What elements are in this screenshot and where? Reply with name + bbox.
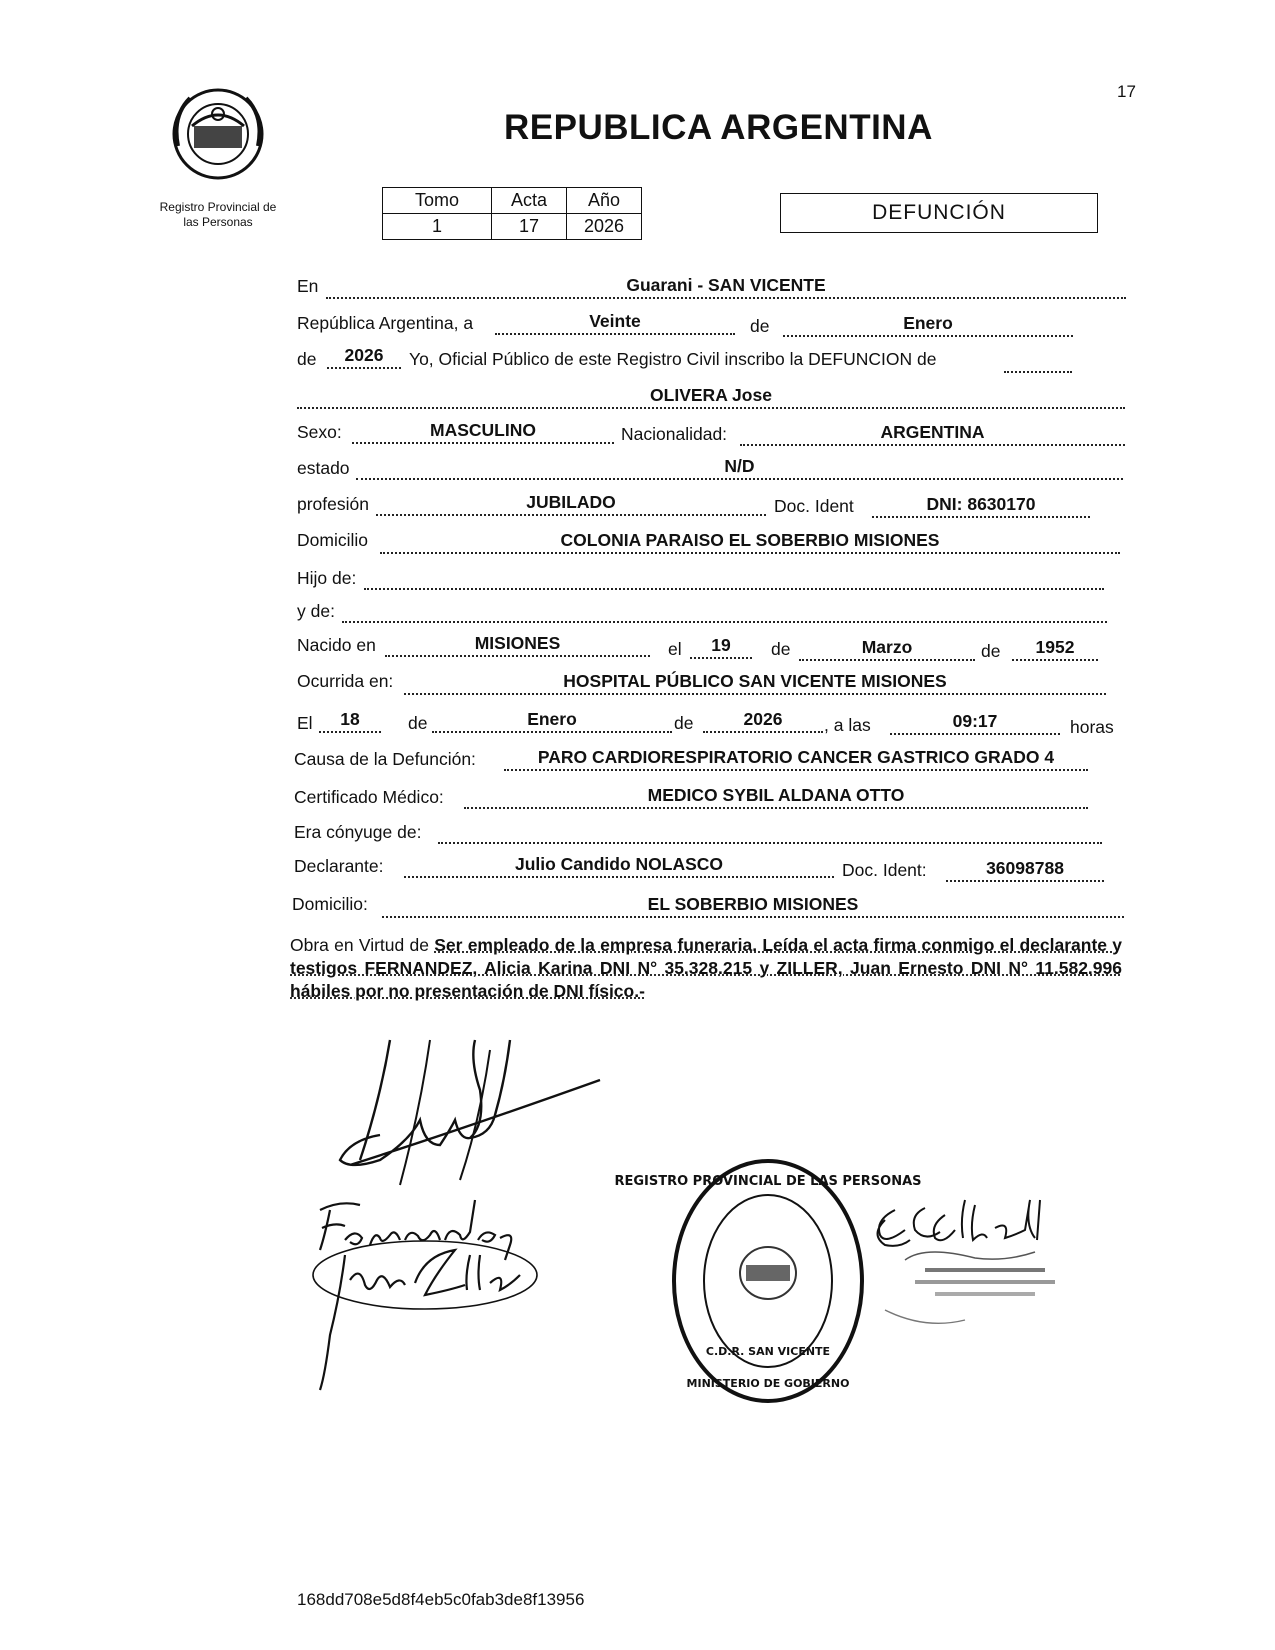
field-nombre: OLIVERA Jose: [297, 385, 1125, 409]
label-nacido-en: Nacido en: [297, 635, 376, 655]
field-domicilio: COLONIA PARAISO EL SOBERBIO MISIONES: [380, 530, 1120, 554]
field-declarante-domicilio: EL SOBERBIO MISIONES: [382, 894, 1124, 918]
field-defuncion-de: [1004, 349, 1072, 373]
field-nac-mes: Marzo: [799, 637, 975, 661]
label-obra: Obra en Virtud de: [290, 935, 429, 955]
field-dia-inscripcion: Veinte: [495, 311, 735, 335]
field-def-mes: Enero: [432, 709, 672, 733]
field-anio-inscripcion: 2026: [327, 345, 401, 369]
label-a-las: , a las: [824, 715, 871, 735]
label-domicilio-2: Domicilio:: [292, 894, 368, 914]
obra-en-virtud: [290, 934, 1122, 1003]
label-en: En: [297, 276, 319, 296]
label-yo-oficial: Yo, Oficial Público de este Registro Civil inscribo la DEFUNCION de: [409, 349, 937, 369]
label-certificado: Certificado Médico:: [294, 787, 444, 807]
field-mes-inscripcion: Enero: [783, 313, 1073, 337]
field-obra-text: Ser empleado de la empresa funeraria. Leída el acta firma conmigo el declarante y testigos FERNANDEZ, Alicia Karina DNI N° 35.328.215 y ZILLER, Juan Ernesto DNI N° 11.582.996 hábiles por no presentación de DNI físico.-: [290, 935, 1122, 1001]
label-nacionalidad: Nacionalidad:: [621, 424, 728, 444]
label-republica: República Argentina, a: [297, 313, 474, 333]
label-domicilio: Domicilio: [297, 530, 368, 550]
field-nacido-en: MISIONES: [385, 633, 650, 657]
stamp-outer-text: REGISTRO PROVINCIAL DE LAS PERSONAS: [614, 1174, 922, 1189]
registry-label: Registro Provincial de las Personas: [159, 200, 277, 229]
label-de-6: de: [674, 713, 694, 733]
label-conyuge: Era cónyuge de:: [294, 822, 422, 842]
field-estado: N/D: [356, 456, 1123, 480]
field-doc-ident: DNI: 8630170: [872, 494, 1090, 518]
field-y-de: [342, 599, 1107, 623]
acta-value: 17: [492, 214, 567, 240]
field-hijo-de: [364, 566, 1104, 590]
official-stamp: [614, 1155, 922, 1407]
signature-official: [320, 1020, 620, 1190]
field-ocurrida-en: HOSPITAL PÚBLICO SAN VICENTE MISIONES: [404, 671, 1106, 695]
field-sexo: MASCULINO: [352, 420, 614, 444]
label-hijo-de: Hijo de:: [297, 568, 357, 588]
signature-witness-ziller: [305, 1235, 545, 1395]
field-nac-dia: 19: [690, 635, 752, 659]
page-number: 17: [1117, 82, 1136, 101]
label-declarante: Declarante:: [294, 856, 384, 876]
label-de-1: de: [750, 316, 770, 336]
field-conyuge: [438, 820, 1102, 844]
field-def-anio: 2026: [703, 709, 823, 733]
label-sexo: Sexo:: [297, 422, 342, 442]
field-certificado: MEDICO SYBIL ALDANA OTTO: [464, 785, 1088, 809]
document-hash: 168dd708e5d8f4eb5c0fab3de8f13956: [297, 1590, 585, 1609]
label-y-de: y de:: [297, 601, 335, 621]
label-el-cap: El: [297, 713, 313, 733]
page-title: REPUBLICA ARGENTINA: [504, 108, 933, 147]
tomo-header: Tomo: [383, 188, 492, 214]
label-ocurrida-en: Ocurrida en:: [297, 671, 394, 691]
signature-official-right: [865, 1190, 1105, 1340]
label-horas: horas: [1070, 717, 1114, 737]
label-causa: Causa de la Defunción:: [294, 749, 476, 769]
province-seal-logo: [168, 86, 268, 182]
record-type-box: DEFUNCIÓN: [780, 193, 1098, 233]
field-nac-anio: 1952: [1012, 637, 1098, 661]
label-de-2: de: [297, 349, 317, 369]
label-profesion: profesión: [297, 494, 369, 514]
label-estado: estado: [297, 458, 350, 478]
stamp-bottom-text: MINISTERIO DE GOBIERNO: [686, 1377, 850, 1390]
label-de-4: de: [981, 641, 1001, 661]
field-nacionalidad: ARGENTINA: [740, 422, 1125, 446]
field-lugar: Guarani - SAN VICENTE: [326, 275, 1126, 299]
field-declarante-doc: 36098788: [946, 858, 1104, 882]
acta-header: Acta: [492, 188, 567, 214]
label-de-5: de: [408, 713, 428, 733]
label-doc-ident: Doc. Ident: [774, 496, 854, 516]
stamp-inner-text: C.D.R. SAN VICENTE: [705, 1345, 831, 1358]
field-causa: PARO CARDIORESPIRATORIO CANCER GASTRICO GRADO 4: [504, 747, 1088, 771]
label-el: el: [668, 639, 682, 659]
record-table: [382, 187, 642, 240]
anio-header: Año: [567, 188, 642, 214]
field-def-hora: 09:17: [890, 711, 1060, 735]
field-def-dia: 18: [319, 709, 381, 733]
field-profesion: JUBILADO: [376, 492, 766, 516]
field-declarante: Julio Candido NOLASCO: [404, 854, 834, 878]
label-de-3: de: [771, 639, 791, 659]
anio-value: 2026: [567, 214, 642, 240]
tomo-value: 1: [383, 214, 492, 240]
label-doc-ident-2: Doc. Ident:: [842, 860, 927, 880]
